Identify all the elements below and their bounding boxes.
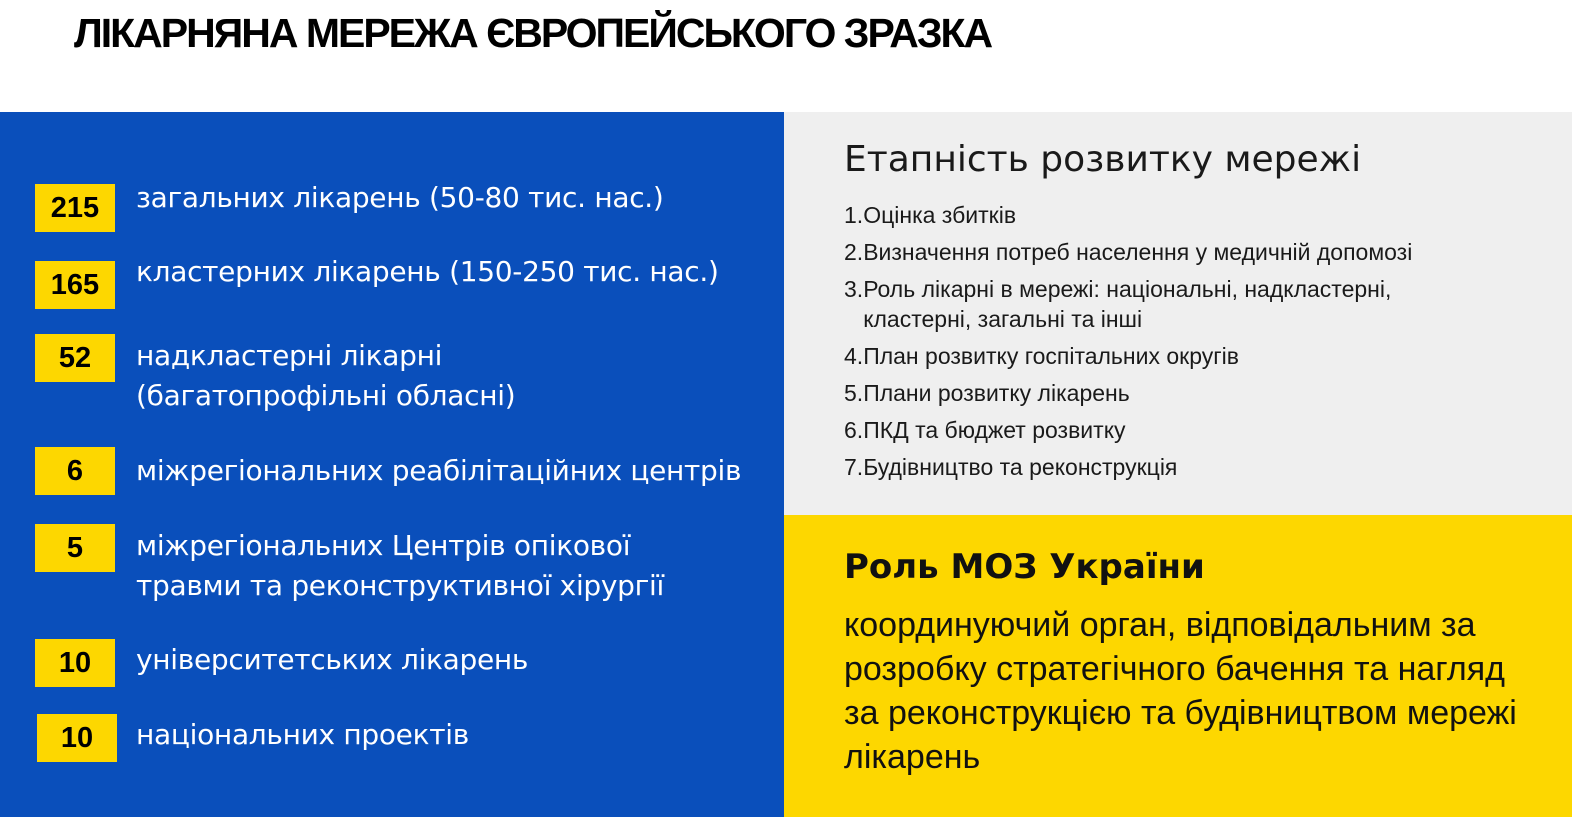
- stage-item: [844, 200, 1544, 230]
- stage-number: 3.: [844, 276, 864, 302]
- stat-description: міжрегіональних реабілітаційних центрів: [136, 454, 742, 487]
- stage-number: 1.: [844, 202, 864, 228]
- stage-number: 7.: [844, 454, 864, 480]
- role-description: координуючий орган, відповідальним за розробку стратегічного бачення та нагляд за реконструкцією та будівництвом мережі лікарень: [844, 606, 1517, 776]
- ministry-role-panel: [784, 515, 1572, 817]
- stage-text: ПКД та бюджет розвитку: [863, 417, 1126, 443]
- role-title: Роль МОЗ України: [844, 547, 1205, 587]
- stat-description: національних проектів: [136, 718, 469, 751]
- stat-description: університетських лікарень: [136, 643, 529, 676]
- stage-text: Плани розвитку лікарень: [863, 380, 1130, 406]
- development-stages-panel: [784, 112, 1572, 515]
- stat-number-badge: 215: [35, 184, 115, 232]
- stage-item: [844, 415, 1544, 445]
- page-title: ЛІКАРНЯНА МЕРЕЖА ЄВРОПЕЙСЬКОГО ЗРАЗКА: [74, 10, 992, 56]
- stage-text: Роль лікарні в мережі: національні, надкластерні, кластерні, загальні та інші: [863, 276, 1392, 332]
- stage-number: 6.: [844, 417, 864, 443]
- stage-item: [844, 341, 1544, 371]
- stat-description: кластерних лікарень (150-250 тис. нас.): [136, 255, 719, 288]
- stage-item: [844, 452, 1544, 482]
- stat-number-badge: 165: [35, 261, 115, 309]
- stat-description: загальних лікарень (50-80 тис. нас.): [136, 181, 664, 214]
- stat-number-badge: 10: [37, 714, 117, 762]
- stage-text: Оцінка збитків: [863, 202, 1017, 228]
- stat-number-badge: 5: [35, 524, 115, 572]
- stage-number: 5.: [844, 380, 864, 406]
- stages-title: Етапність розвитку мережі: [844, 139, 1362, 180]
- stat-number-badge: 6: [35, 447, 115, 495]
- stage-number: 2.: [844, 239, 864, 265]
- hospital-stats-panel: [0, 112, 784, 817]
- stat-number-badge: 10: [35, 639, 115, 687]
- stage-text: План розвитку госпітальних округів: [863, 343, 1239, 369]
- stat-description: надкластерні лікарні (багатопрофільні обласні): [136, 339, 516, 412]
- stage-number: 4.: [844, 343, 864, 369]
- stat-number-badge: 52: [35, 334, 115, 382]
- stages-list: [844, 200, 1544, 489]
- stage-item: [844, 378, 1544, 408]
- stat-description: міжрегіональних Центрів опікової травми та реконструктивної хірургії: [136, 529, 665, 602]
- stage-item: [844, 237, 1544, 267]
- stage-text: Будівництво та реконструкція: [863, 454, 1178, 480]
- stage-item: [844, 274, 1544, 334]
- stage-text: Визначення потреб населення у медичній допомозі: [863, 239, 1413, 265]
